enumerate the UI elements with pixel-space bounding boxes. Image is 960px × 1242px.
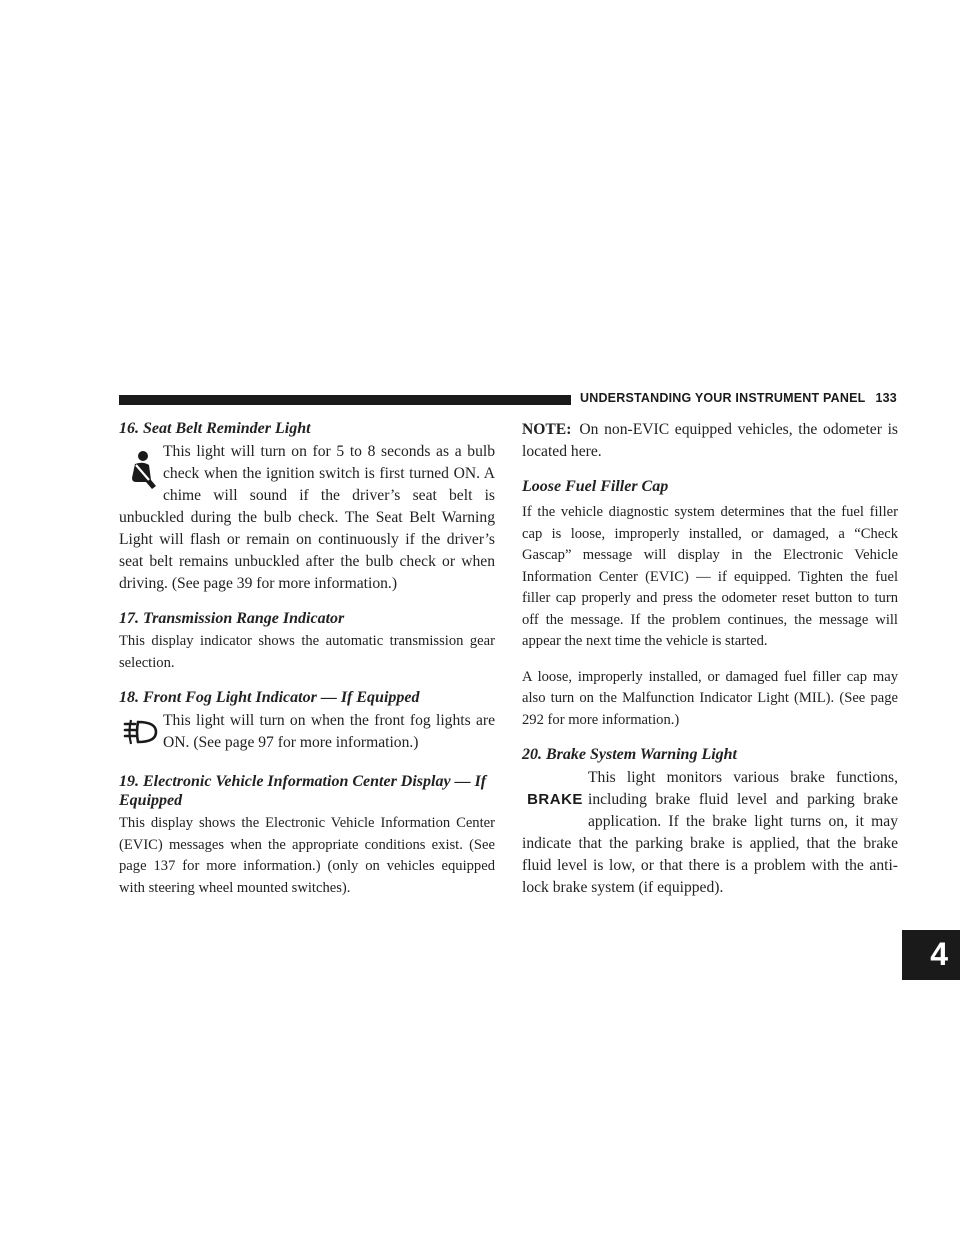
- section-18-body: This light will turn on when the front fog lights are ON. (See page 97 for more information.): [163, 712, 495, 751]
- section-19-body: This display shows the Electronic Vehicle Information Center (EVIC) messages when the appropriate conditions exist. (See page 137 for more information.) (only on vehicles equipped with steering wheel mounted switches).: [119, 815, 495, 896]
- section-19: [119, 772, 495, 899]
- brake-icon-label: BRAKE: [527, 790, 583, 808]
- chapter-tab: [902, 930, 960, 980]
- loose-fuel-cap-section: [522, 477, 898, 731]
- running-head: [580, 391, 897, 405]
- section-16-heading: 16. Seat Belt Reminder Light: [119, 420, 311, 437]
- section-16: [119, 419, 495, 595]
- section-20-body: This light monitors various brake functions, including brake fluid level and parking brake application. If the brake light turns on, it may indicate that the parking brake is applied, that the brake fluid level is low, or that there is a problem with the anti-lock brake system (if equipped).: [522, 769, 898, 896]
- section-17-body: This display indicator shows the automatic transmission gear selection.: [119, 633, 495, 671]
- loose-fuel-cap-heading: Loose Fuel Filler Cap: [522, 478, 669, 495]
- note-paragraph: [522, 419, 898, 463]
- section-19-heading: 19. Electronic Vehicle Information Center Display — If Equipped: [119, 773, 487, 809]
- section-18-heading: 18. Front Fog Light Indicator — If Equipped: [119, 689, 420, 706]
- section-16-body: This light will turn on for 5 to 8 seconds as a bulb check when the ignition switch is first turned ON. A chime will sound if the driver’s seat belt is unbuckled during the bulb check. The Seat Belt Warning Light will flash or remain on continuously if the driver’s seat belt remains unbuckled after the bulb check or when driving. (See page 39 for more information.): [119, 443, 495, 592]
- header-rule: [119, 395, 571, 405]
- seat-belt-icon: [119, 441, 163, 499]
- section-20-heading: 20. Brake System Warning Light: [522, 746, 737, 763]
- brake-icon: [522, 767, 588, 831]
- section-18: [119, 688, 495, 754]
- note-label: NOTE:: [522, 421, 572, 438]
- running-head-title: UNDERSTANDING YOUR INSTRUMENT PANEL: [580, 391, 866, 405]
- section-20: [522, 745, 898, 899]
- loose-fuel-cap-p1: If the vehicle diagnostic system determines that the fuel filler cap is loose, improperly installed, or damaged, a “Check Gascap” message will display in the Electronic Vehicle Information Center (EVIC) — if equipped. Tighten the fuel filler cap properly and press the odometer reset button to turn off the message. If the problem continues, the message will appear the next time the vehicle is started.: [522, 504, 898, 649]
- right-column: [522, 419, 898, 899]
- section-17-heading: 17. Transmission Range Indicator: [119, 610, 345, 627]
- section-17: [119, 609, 495, 674]
- left-column: [119, 419, 495, 899]
- page-number: 133: [875, 391, 897, 405]
- note-text: On non-EVIC equipped vehicles, the odometer is located here.: [522, 421, 898, 460]
- loose-fuel-cap-p2: A loose, improperly installed, or damaged fuel filler cap may also turn on the Malfunction Indicator Light (MIL). (See page 292 for more information.): [522, 668, 898, 728]
- chapter-tab-number: 4: [930, 936, 948, 972]
- fog-light-icon: [119, 710, 163, 754]
